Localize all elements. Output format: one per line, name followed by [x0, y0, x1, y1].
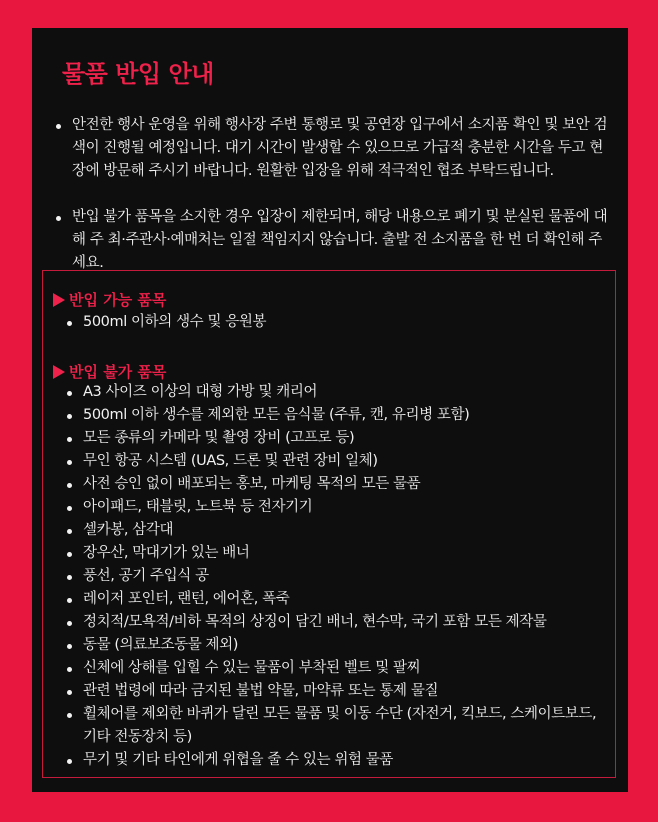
notice-item: 안전한 행사 운영을 위해 행사장 주변 통행로 및 공연장 입구에서 소지품 확인 및 보안 검색이 진행될 예정입니다. 대기 시간이 발생할 수 있으므로 가급적 충분한 시간을 두고 현장에 방문해 주시기 바랍니다. 원활한 입장을 위해 적극적인 협조 부탁드립니다.	[54, 114, 614, 183]
list-item: 셀카봉, 삼각대	[65, 519, 605, 542]
list-item: 신체에 상해를 입힐 수 있는 물품이 부착된 벨트 및 팔찌	[65, 657, 605, 680]
list-item: 무인 항공 시스템 (UAS, 드론 및 관련 장비 일체)	[65, 450, 605, 473]
list-item: A3 사이즈 이상의 대형 가방 및 캐리어	[65, 381, 605, 404]
notice-item: 반입 불가 품목을 소지한 경우 입장이 제한되며, 해당 내용으로 폐기 및 분실된 물품에 대해 주 최·주관사·예매처는 일절 책임지지 않습니다. 출발 전 소지품을 한 번 더 확인해 주세요.	[54, 206, 614, 275]
list-item: 관련 법령에 따라 금지된 불법 약물, 마약류 또는 통제 물질	[65, 680, 605, 703]
list-item: 정치적/모욕적/비하 목적의 상징이 담긴 배너, 현수막, 국기 포함 모든 제작물	[65, 611, 605, 634]
list-item: 모든 종류의 카메라 및 촬영 장비 (고프로 등)	[65, 427, 605, 450]
list-item: 사전 승인 없이 배포되는 홍보, 마케팅 목적의 모든 물품	[65, 473, 605, 496]
list-item: 아이패드, 태블릿, 노트북 등 전자기기	[65, 496, 605, 519]
list-item: 풍선, 공기 주입식 공	[65, 565, 605, 588]
list-item: 500ml 이하의 생수 및 응원봉	[65, 311, 605, 334]
allowed-heading	[53, 289, 166, 310]
prohibited-heading	[53, 361, 166, 382]
items-box	[42, 270, 616, 778]
triangle-right-icon	[53, 293, 65, 307]
prohibited-list	[65, 381, 605, 772]
notice-panel	[32, 28, 628, 792]
prohibited-heading-text: 반입 불가 품목	[69, 363, 167, 381]
triangle-right-icon	[53, 365, 65, 379]
list-item: 무기 및 기타 타인에게 위협을 줄 수 있는 위험 물품	[65, 749, 605, 772]
allowed-heading-text: 반입 가능 품목	[69, 291, 167, 309]
list-item: 장우산, 막대기가 있는 배너	[65, 542, 605, 565]
page-title: 물품 반입 안내	[62, 60, 214, 88]
list-item: 500ml 이하 생수를 제외한 모든 음식물 (주류, 캔, 유리병 포함)	[65, 404, 605, 427]
list-item: 동물 (의료보조동물 제외)	[65, 634, 605, 657]
list-item: 레이저 포인터, 랜턴, 에어혼, 폭죽	[65, 588, 605, 611]
allowed-list	[65, 311, 605, 334]
list-item: 휠체어를 제외한 바퀴가 달린 모든 물품 및 이동 수단 (자전거, 킥보드, 스케이트보드, 기타 전동장치 등)	[65, 703, 605, 749]
